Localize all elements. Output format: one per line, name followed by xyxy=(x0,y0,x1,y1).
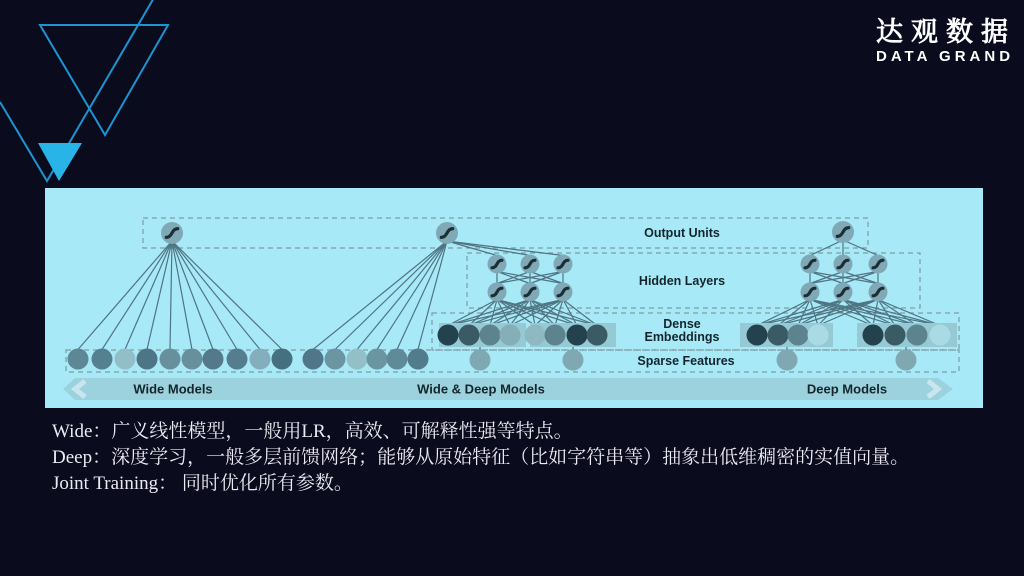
sparse-feature-node xyxy=(160,349,181,370)
embedding-node xyxy=(788,325,809,346)
brand-logo-chinese: 达观数据 xyxy=(876,17,1016,47)
zigzag-line-shape xyxy=(0,0,155,181)
connection-line xyxy=(78,241,172,350)
sparse-feature-node xyxy=(563,350,584,371)
sparse-feature-node xyxy=(325,349,346,370)
sparse-feature-node xyxy=(137,349,158,370)
band-label: Wide & Deep Models xyxy=(417,381,545,397)
embedding-node xyxy=(567,325,588,346)
sparse-feature-node xyxy=(347,349,368,370)
sparse-feature-node xyxy=(367,349,388,370)
connection-line xyxy=(313,241,447,350)
sparse-feature-node xyxy=(777,350,798,371)
embedding-node xyxy=(459,325,480,346)
sparse-feature-node xyxy=(250,349,271,370)
embedding-node xyxy=(930,325,951,346)
connection-line xyxy=(102,241,172,350)
embedding-node xyxy=(747,325,768,346)
sparse-feature-node xyxy=(115,349,136,370)
brand-logo xyxy=(876,18,1016,65)
notes-block xyxy=(52,419,982,497)
sparse-feature-node xyxy=(470,350,491,371)
brand-logo-english: DATA GRAND xyxy=(876,48,1015,65)
embedding-node xyxy=(480,325,501,346)
sparse-feature-node xyxy=(227,349,248,370)
connection-line xyxy=(335,241,447,350)
embedding-node xyxy=(500,325,521,346)
embedding-node xyxy=(808,325,829,346)
embedding-node xyxy=(438,325,459,346)
embedding-node xyxy=(587,325,608,346)
connection-line xyxy=(170,241,172,350)
sparse-feature-node xyxy=(896,350,917,371)
wide-deep-diagram-panel xyxy=(45,188,983,408)
embedding-node xyxy=(545,325,566,346)
row-label: Dense xyxy=(663,317,701,331)
sparse-feature-node xyxy=(303,349,324,370)
sparse-feature-node xyxy=(203,349,224,370)
sparse-feature-node xyxy=(387,349,408,370)
band-label: Deep Models xyxy=(806,381,888,397)
connection-line xyxy=(377,241,447,350)
connection-line xyxy=(125,241,172,350)
sparse-feature-node xyxy=(272,349,293,370)
embedding-node xyxy=(768,325,789,346)
neural-network-diagram xyxy=(45,188,983,408)
connection-line xyxy=(172,241,260,350)
embedding-node xyxy=(525,325,546,346)
note-joint-training: Joint Training： 同时优化所有参数。 xyxy=(52,473,353,494)
dashed-group-box xyxy=(143,218,868,248)
note-deep: Deep：深度学习，一般多层前馈网络；能够从原始特征（比如字符串等）抽象出低维稠密的实值向量。 xyxy=(52,447,910,468)
sparse-feature-node xyxy=(408,349,429,370)
sparse-feature-node xyxy=(182,349,203,370)
connection-line xyxy=(357,241,447,350)
row-label: Output Units xyxy=(644,226,720,240)
triangle-decoration xyxy=(0,0,230,200)
embedding-node xyxy=(907,325,928,346)
row-label: Embeddings xyxy=(644,330,720,344)
connection-line xyxy=(172,241,213,350)
sparse-feature-node xyxy=(92,349,113,370)
outline-triangle-shape xyxy=(40,25,168,135)
embedding-node xyxy=(863,325,884,346)
note-wide: Wide：广义线性模型，一般用LR，高效、可解释性强等特点。 xyxy=(52,421,573,442)
connection-line xyxy=(147,241,172,350)
row-label: Hidden Layers xyxy=(638,274,726,288)
embedding-node xyxy=(885,325,906,346)
row-label: Sparse Features xyxy=(637,354,735,368)
band-label: Wide Models xyxy=(133,381,213,397)
filled-triangle-shape xyxy=(38,143,82,181)
sparse-feature-node xyxy=(68,349,89,370)
